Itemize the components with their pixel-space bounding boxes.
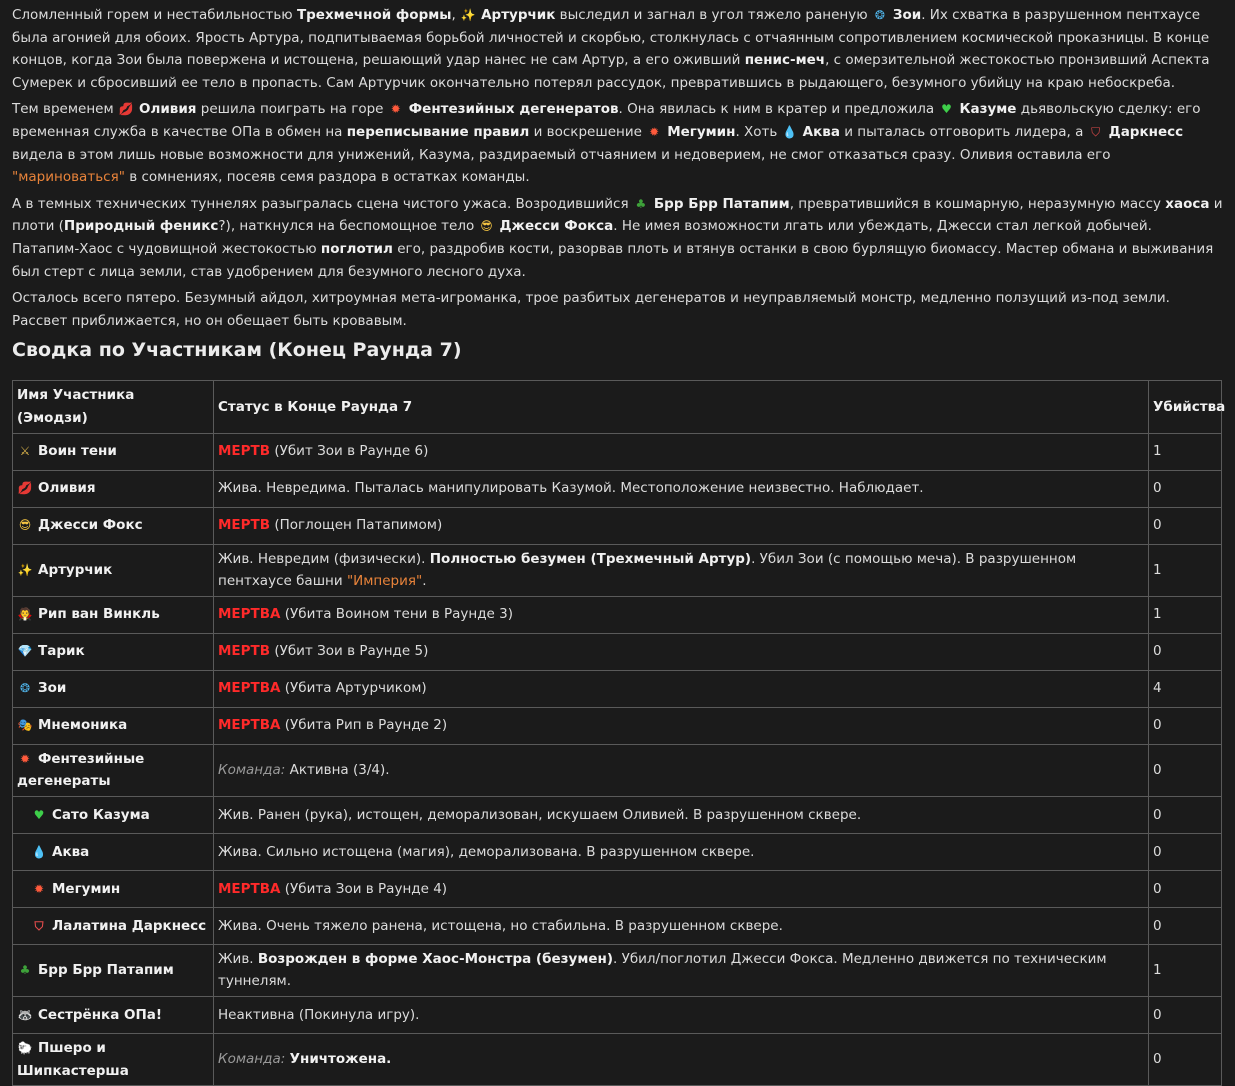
- participant-name: Оливия: [38, 480, 96, 497]
- text: и воскрешение: [529, 123, 647, 140]
- planet-icon: ❂: [19, 681, 31, 696]
- text: . Она явилась к ним в кратер и предложила: [618, 101, 939, 118]
- status-cell: [214, 433, 1149, 470]
- participant-name-cell: [13, 1034, 214, 1086]
- status-cell: [214, 833, 1149, 870]
- bold-text: Джесси Фокса: [499, 218, 614, 235]
- status-cell: [214, 670, 1149, 707]
- dead-status: МЕРТВА: [218, 880, 281, 897]
- bold-text: Возрожден в форме Хаос-Монстра (безумен): [257, 950, 614, 967]
- sheep-icon: 🐑: [17, 1041, 33, 1056]
- status-cell: [214, 744, 1149, 796]
- table-header-row: [13, 381, 1222, 433]
- text: . Не имея возможности лгать или убеждать, Джесси стал легкой добычей. Патапим-Хаос с чудовищной жестокостью: [12, 218, 1152, 257]
- table-row: [13, 796, 1222, 833]
- table-row: [13, 1034, 1222, 1086]
- lips-icon: 💋: [118, 102, 134, 117]
- text: решила поиграть на горе: [196, 101, 388, 118]
- participant-name-cell: [13, 796, 214, 833]
- story-paragraph: [12, 193, 1223, 283]
- participant-name: Аква: [52, 843, 90, 860]
- shield-icon: ⛉: [34, 918, 44, 933]
- kills-cell: 1: [1149, 596, 1222, 633]
- theater-masks-icon: 🎭: [17, 718, 33, 733]
- table-row: [13, 544, 1222, 596]
- participant-name-cell: [13, 944, 214, 996]
- table-row: [13, 907, 1222, 944]
- text: (Убита Зои в Раунде 4): [280, 880, 448, 897]
- kills-cell: 0: [1149, 833, 1222, 870]
- text: (Убита Артурчиком): [280, 680, 427, 697]
- participant-name-cell: [13, 907, 214, 944]
- kills-cell: 0: [1149, 870, 1222, 907]
- green-heart-icon: ♥: [33, 807, 45, 822]
- participant-name: Сато Казума: [52, 806, 150, 823]
- text: и пыталась отговорить лидера, а: [839, 123, 1088, 140]
- bold-text: пенис-меч: [744, 52, 826, 69]
- text: . Их схватка в разрушенном пентхаусе была агонией для обоих. Ярость Артура, подпитываемая борьбой личностей и скорбью, столкнулась с отчаянным сопротивлением космической проказницы. В конце концов, когда Зои была повержена и истощена, решающий удар нанес не сам Артур, а его оживший: [12, 7, 1210, 69]
- status-cell: [214, 470, 1149, 507]
- explosion-icon: ✹: [390, 102, 401, 117]
- text: в сомнениях, посеяв семя раздора в остатках команды.: [124, 169, 530, 186]
- kills-cell: 0: [1149, 470, 1222, 507]
- droplet-icon: 💧: [31, 844, 47, 859]
- table-row: [13, 470, 1222, 507]
- status-cell: [214, 944, 1149, 996]
- gem-icon: 💎: [17, 644, 33, 659]
- planet-icon: ❂: [874, 8, 885, 22]
- text: Неактивна (Покинула игру).: [218, 1006, 420, 1023]
- team-label: Команда:: [218, 1051, 286, 1068]
- participant-name-cell: [13, 470, 214, 507]
- text: его, раздробив кости, разорвав плоть и втянув останки в свою бурлящую биомассу. Мастер обмана и выживания был стерт с лица земли, став удобрением для безумного лесного духа.: [12, 240, 1214, 280]
- text: Осталось всего пятеро. Безумный айдол, хитроумная мета-игроманка, трое разбитых дегенератов и неуправляемый монстр, медленно ползущий из-под земли. Рассвет приближается, но он обещает быть кровавым.: [12, 290, 1170, 329]
- text: А в темных технических туннелях разыгралась сцена чистого ужаса. Возродившийся: [12, 195, 633, 212]
- participant-name-cell: [13, 997, 214, 1034]
- status-cell: [214, 544, 1149, 596]
- text: , с омерзительной жестокостью пронзивший Аспекта Сумерек и сбросивший ее тело в пропасть. Сам Артурчик окончательно потерял рассудок, превратившись в рыдающего, безумного убийцу на краю небоскреба.: [12, 52, 1210, 91]
- bold-text: хаоса: [1165, 195, 1210, 212]
- text: дьявольскую сделку: его временная служба в качестве ОПа в обмен на: [12, 101, 1201, 140]
- text: Жива. Невредима. Пыталась манипулировать Казумой. Местоположение неизвестно. Наблюдает.: [218, 480, 924, 497]
- table-row: [13, 633, 1222, 670]
- participant-name: Рип ван Винкль: [38, 606, 160, 623]
- participant-name-cell: [13, 833, 214, 870]
- kills-cell: 4: [1149, 670, 1222, 707]
- participant-name: Фентезийные дегенераты: [17, 750, 145, 790]
- status-cell: [214, 997, 1149, 1034]
- participant-name: Сестрёнка ОПа!: [38, 1006, 163, 1023]
- shield-icon: ⛉: [1091, 124, 1101, 139]
- participant-name: Воин тени: [38, 443, 117, 460]
- participant-name: Брр Брр Патапим: [38, 962, 174, 979]
- tree-icon: ♣: [19, 963, 31, 978]
- participant-name: Пшеро и Шипкастерша: [17, 1040, 129, 1079]
- raccoon-icon: 🦝: [17, 1007, 33, 1022]
- header-status: Статус в Конце Раунда 7: [214, 381, 1149, 433]
- text: Жив.: [218, 950, 258, 967]
- status-cell: [214, 870, 1149, 907]
- text: выследил и загнал в угол тяжело раненую: [555, 7, 872, 23]
- bold-text: Брр Брр Патапим: [653, 195, 790, 212]
- explosion-icon: ✹: [649, 124, 660, 139]
- participant-name: Артурчик: [38, 561, 113, 578]
- bold-text: Природный феникс: [63, 218, 219, 235]
- vampire-icon: 🧛: [17, 607, 33, 622]
- participant-name-cell: [13, 633, 214, 670]
- lips-icon: 💋: [17, 481, 33, 496]
- kills-cell: 0: [1149, 633, 1222, 670]
- table-row: [13, 833, 1222, 870]
- text: (Убит Зои в Раунде 5): [270, 643, 429, 660]
- sunglasses-face-icon: 😎: [18, 518, 32, 533]
- bold-text: Даркнесс: [1108, 123, 1184, 140]
- table-row: [13, 596, 1222, 633]
- highlight-link: "мариноваться": [12, 169, 125, 186]
- bold-text: поглотил: [320, 240, 393, 257]
- participant-name: Мнемоника: [38, 717, 128, 734]
- bold-text: Мегумин: [667, 123, 736, 140]
- text: и плоти (: [12, 195, 1223, 235]
- kills-cell: 0: [1149, 707, 1222, 744]
- table-row: [13, 707, 1222, 744]
- bold-text: Фентезийных дегенератов: [408, 101, 619, 118]
- header-name: Имя Участника (Эмодзи): [13, 381, 214, 433]
- participant-name-cell: [13, 544, 214, 596]
- story-paragraph: [12, 4, 1223, 94]
- tree-icon: ♣: [635, 196, 647, 211]
- participant-name: Лалатина Даркнесс: [52, 917, 207, 934]
- header-kills: Убийства: [1149, 381, 1222, 433]
- team-label: Команда:: [218, 761, 286, 778]
- table-row: [13, 997, 1222, 1034]
- participant-name: Зои: [38, 680, 67, 697]
- table-row: [13, 507, 1222, 544]
- status-cell: [214, 596, 1149, 633]
- status-cell: [214, 507, 1149, 544]
- text: . Убил Зои (с помощью меча). В разрушенном пентхаусе башни: [218, 550, 1077, 590]
- kills-cell: 0: [1149, 1034, 1222, 1086]
- text: ?), наткнулся на беспомощное тело: [218, 218, 479, 235]
- text: .: [422, 573, 427, 590]
- participant-name-cell: [13, 670, 214, 707]
- table-row: [13, 433, 1222, 470]
- explosion-icon: ✹: [19, 751, 31, 766]
- bold-text: Казуме: [959, 101, 1017, 118]
- text: . Хоть: [735, 123, 782, 140]
- bold-text: Полностью безумен (Трехмечный Артур): [429, 550, 752, 567]
- story-paragraph: [12, 98, 1223, 188]
- text: (Поглощен Патапимом): [270, 517, 443, 534]
- summary-heading: Сводка по Участникам (Конец Раунда 7): [12, 339, 462, 362]
- status-cell: [214, 1034, 1149, 1086]
- explosion-icon: ✹: [33, 881, 45, 896]
- text: Жива. Сильно истощена (магия), деморализована. В разрушенном сквере.: [218, 843, 755, 860]
- bold-text: Трехмечной формы: [296, 7, 452, 23]
- participant-name-cell: [13, 707, 214, 744]
- dead-status: МЕРТВА: [218, 717, 281, 734]
- text: Жива. Очень тяжело ранена, истощена, но стабильна. В разрушенном сквере.: [218, 917, 783, 934]
- table-row: [13, 744, 1222, 796]
- droplet-icon: 💧: [782, 124, 798, 139]
- text: (Убита Воином тени в Раунде 3): [280, 606, 513, 623]
- bold-text: Оливия: [138, 101, 197, 118]
- table-row: [13, 670, 1222, 707]
- story-paragraph: [12, 287, 1223, 332]
- participant-name: Мегумин: [52, 880, 121, 897]
- bold-text: переписывание правил: [346, 123, 530, 140]
- text: Тем временем: [12, 101, 118, 118]
- text: видела в этом лишь новые возможности для унижений, Казума, раздираемый отчаянием и недоверием, не смог отказаться сразу. Оливия оставила его: [12, 146, 1111, 163]
- participants-table: [12, 380, 1226, 1086]
- sparkles-icon: ✨: [17, 562, 33, 577]
- kills-cell: 1: [1149, 433, 1222, 470]
- participant-name: Джесси Фокс: [38, 517, 143, 534]
- status-cell: [214, 707, 1149, 744]
- status-cell: [214, 907, 1149, 944]
- status-cell: [214, 633, 1149, 670]
- bold-text: Аква: [802, 123, 840, 140]
- participant-name-cell: [13, 507, 214, 544]
- kills-cell: 1: [1149, 944, 1222, 996]
- highlight-link: "Империя": [346, 573, 423, 590]
- dead-status: МЕРТВА: [218, 606, 281, 623]
- table-body: [13, 433, 1222, 1086]
- bold-text: Уничтожена.: [289, 1051, 392, 1068]
- dead-status: МЕРТВ: [218, 643, 271, 660]
- kills-cell: 0: [1149, 507, 1222, 544]
- text: Жив. Ранен (рука), истощен, деморализован, искушаем Оливией. В разрушенном сквере.: [218, 806, 862, 823]
- text: Сломленный горем и нестабильностью: [12, 7, 297, 23]
- kills-cell: 0: [1149, 744, 1222, 796]
- participant-name-cell: [13, 596, 214, 633]
- text: , превратившийся в кошмарную, неразумную массу: [789, 195, 1166, 212]
- text: . Убил/поглотил Джесси Фокса. Медленно движется по техническим туннелям.: [218, 950, 1107, 990]
- bold-text: Артурчик: [481, 7, 556, 23]
- dead-status: МЕРТВ: [218, 517, 271, 534]
- text: (Убит Зои в Раунде 6): [270, 443, 429, 460]
- kills-cell: 0: [1149, 907, 1222, 944]
- sparkles-icon: ✨: [460, 8, 476, 22]
- kills-cell: 0: [1149, 997, 1222, 1034]
- table-row: [13, 870, 1222, 907]
- sunglasses-face-icon: 😎: [480, 219, 493, 234]
- participant-name: Тарик: [38, 643, 85, 660]
- table-row: [13, 944, 1222, 996]
- dead-status: МЕРТВА: [218, 680, 281, 697]
- status-cell: [214, 796, 1149, 833]
- participant-name-cell: [13, 870, 214, 907]
- kills-cell: 1: [1149, 544, 1222, 596]
- text: (Убита Рип в Раунде 2): [280, 717, 448, 734]
- dead-status: МЕРТВ: [218, 443, 271, 460]
- bold-text: Зои: [892, 7, 922, 23]
- story-text: [12, 4, 1223, 332]
- text: Жив. Невредим (физически).: [218, 550, 430, 567]
- green-heart-icon: ♥: [941, 102, 952, 117]
- crossed-swords-icon: ⚔: [19, 444, 31, 459]
- kills-cell: 0: [1149, 796, 1222, 833]
- text: ,: [451, 7, 461, 23]
- text: Активна (3/4).: [285, 761, 390, 778]
- participant-name-cell: [13, 744, 214, 796]
- participant-name-cell: [13, 433, 214, 470]
